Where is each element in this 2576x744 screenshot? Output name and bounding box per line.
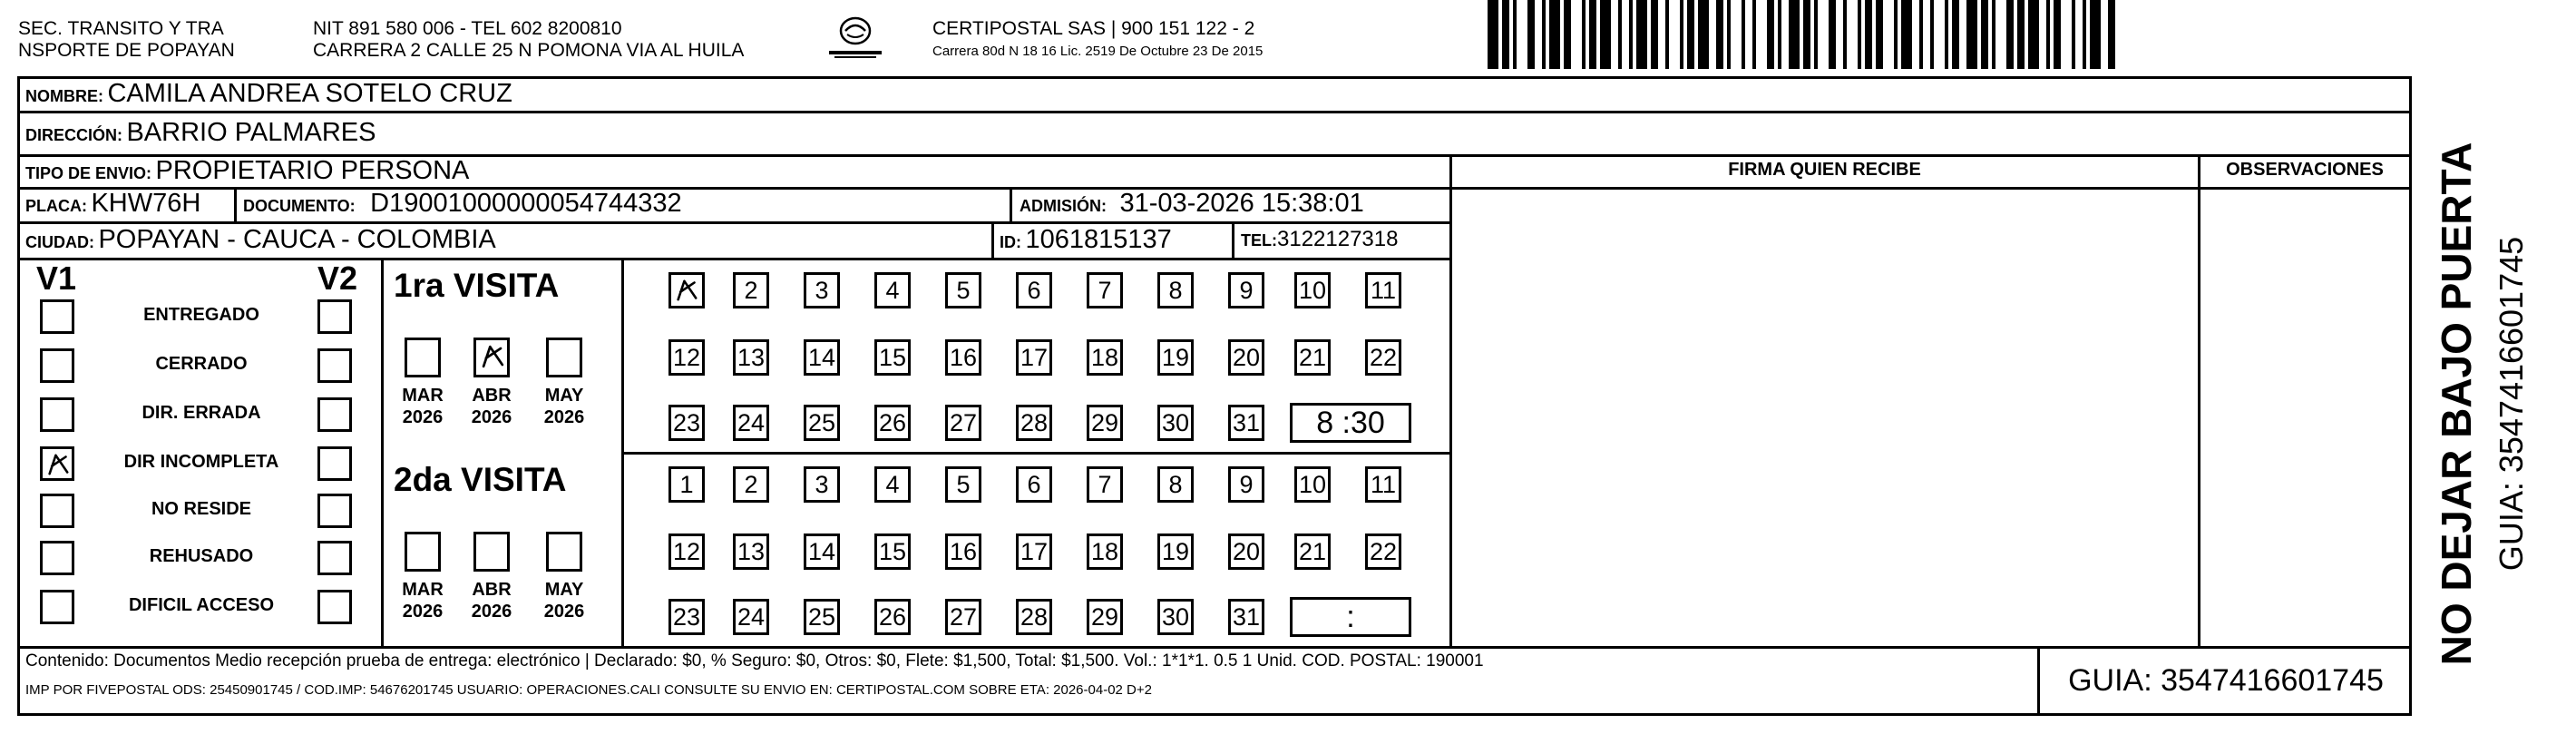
- barcode-bar: [2054, 0, 2061, 69]
- day-box[interactable]: 8: [1157, 272, 1194, 308]
- day-box[interactable]: 8: [1157, 466, 1194, 503]
- status-divider: [381, 258, 384, 646]
- month-checkbox[interactable]: [405, 532, 441, 572]
- month-label: MAY: [544, 580, 584, 600]
- v2-label: V2: [317, 259, 358, 297]
- month-checkbox[interactable]: [546, 532, 582, 572]
- day-box[interactable]: 31: [1228, 405, 1264, 441]
- barcode-bar: [2090, 0, 2101, 69]
- month-label: MAY: [544, 386, 584, 406]
- day-box[interactable]: 1: [668, 466, 705, 503]
- day-box[interactable]: 5: [945, 466, 981, 503]
- barcode-bar: [1992, 0, 1995, 69]
- handwritten-check-icon: [43, 449, 73, 480]
- month-year: 2026: [402, 602, 444, 622]
- shipment-type-row: [25, 156, 469, 186]
- day-box[interactable]: 15: [874, 339, 911, 376]
- barcode-bar: [1698, 0, 1709, 69]
- day-box[interactable]: 26: [874, 405, 911, 441]
- barcode-bar: [1687, 0, 1694, 69]
- barcode-bar: [1589, 0, 1596, 69]
- day-box[interactable]: 9: [1228, 466, 1264, 503]
- day-box[interactable]: 25: [804, 599, 840, 635]
- barcode-bar: [1894, 0, 1898, 69]
- barcode-bar: [1966, 0, 1977, 69]
- barcode-bar: [2072, 0, 2075, 69]
- status-label: REHUSADO: [149, 546, 254, 566]
- barcode-bar: [1727, 0, 1731, 69]
- status-v2-checkbox[interactable]: [317, 541, 352, 575]
- plate-value: KHW76H: [91, 189, 201, 218]
- barcode-bar: [1876, 0, 1883, 69]
- day-box[interactable]: 7: [1087, 466, 1123, 503]
- status-v1-checkbox[interactable]: [40, 541, 74, 575]
- handwritten-check-icon: [476, 340, 509, 373]
- document-value: D19001000000054744332: [370, 189, 682, 218]
- barcode-bar: [1600, 0, 1611, 69]
- day-box[interactable]: 3: [804, 272, 840, 308]
- cell-divider: [234, 187, 237, 221]
- visit-title: 2da VISITA: [394, 461, 567, 498]
- observations-header: OBSERVACIONES: [2226, 160, 2384, 180]
- day-box[interactable]: 23: [668, 405, 705, 441]
- day-box[interactable]: 2: [733, 466, 769, 503]
- day-box[interactable]: 19: [1157, 534, 1194, 570]
- side-warning: NO DEJAR BAJO PUERTA: [2433, 142, 2480, 666]
- day-box[interactable]: 29: [1087, 599, 1123, 635]
- barcode-bar: [1930, 0, 1934, 69]
- barcode-bar: [1564, 0, 1571, 69]
- city-cell: [25, 225, 496, 255]
- visit-time-box[interactable]: 8 :30: [1290, 403, 1411, 443]
- month-checkbox[interactable]: [473, 532, 510, 572]
- status-v1-checkbox[interactable]: [40, 590, 74, 624]
- day-box[interactable]: 14: [804, 534, 840, 570]
- day-box[interactable]: 4: [874, 272, 911, 308]
- admission-label: ADMISIÓN:: [1020, 197, 1107, 215]
- day-box[interactable]: 30: [1157, 599, 1194, 635]
- side-guide: GUIA: 3547416601745: [2493, 236, 2530, 572]
- barcode-bar: [1803, 0, 1810, 69]
- day-box[interactable]: 31: [1228, 599, 1264, 635]
- status-v2-checkbox[interactable]: [317, 446, 352, 481]
- status-v2-checkbox[interactable]: [317, 397, 352, 432]
- month-label: MAR: [402, 580, 444, 600]
- month-year: 2026: [471, 602, 512, 622]
- status-label: DIFICIL ACCESO: [128, 595, 274, 615]
- barcode-bar: [2083, 0, 2086, 69]
- cell-divider: [1232, 221, 1234, 258]
- certipostal-logo-icon: [824, 13, 887, 64]
- tel-cell: [1241, 227, 1398, 252]
- barcode-bar: [1680, 0, 1683, 69]
- document-cell: [243, 189, 682, 219]
- month-checkbox[interactable]: [473, 338, 510, 377]
- barcode-bar: [2017, 0, 2025, 69]
- status-v2-checkbox[interactable]: [317, 348, 352, 383]
- day-box[interactable]: 16: [945, 339, 981, 376]
- status-v2-checkbox[interactable]: [317, 494, 352, 528]
- barcode-bar: [1549, 0, 1560, 69]
- day-box[interactable]: 2: [733, 272, 769, 308]
- day-box[interactable]: 13: [733, 534, 769, 570]
- barcode-bar: [1582, 0, 1586, 69]
- month-label: MAR: [402, 386, 444, 406]
- day-box[interactable]: 25: [804, 405, 840, 441]
- id-label: ID:: [1000, 233, 1021, 251]
- barcode-bar: [1945, 0, 1948, 69]
- day-box[interactable]: 14: [804, 339, 840, 376]
- status-v1-checkbox[interactable]: [40, 494, 74, 528]
- day-box[interactable]: 11: [1365, 272, 1401, 308]
- visit-title: 1ra VISITA: [394, 267, 560, 304]
- v1-label: V1: [36, 259, 77, 297]
- city-value: POPAYAN - CAUCA - COLOMBIA: [98, 225, 496, 254]
- sender-address: CARRERA 2 CALLE 25 N POMONA VIA AL HUILA: [313, 40, 745, 61]
- barcode-bar: [1865, 0, 1872, 69]
- address-row: [25, 118, 376, 148]
- day-box[interactable]: 12: [668, 339, 705, 376]
- status-v2-checkbox[interactable]: [317, 299, 352, 334]
- day-box[interactable]: 23: [668, 599, 705, 635]
- day-box[interactable]: 20: [1228, 534, 1264, 570]
- day-box[interactable]: 15: [874, 534, 911, 570]
- document-label: DOCUMENTO:: [243, 197, 356, 215]
- company-license: Carrera 80d N 18 16 Lic. 2519 De Octubre 23 De 2015: [932, 44, 1264, 59]
- barcode-bar: [1527, 0, 1535, 69]
- day-box[interactable]: 19: [1157, 339, 1194, 376]
- cell-divider: [991, 221, 994, 258]
- day-box[interactable]: 13: [733, 339, 769, 376]
- day-box[interactable]: 22: [1365, 339, 1401, 376]
- day-box[interactable]: 10: [1294, 272, 1331, 308]
- signature-header: FIRMA QUIEN RECIBE: [1728, 160, 1921, 180]
- address-label: DIRECCIÓN:: [25, 126, 122, 144]
- barcode-bar: [1843, 0, 1847, 69]
- day-box[interactable]: 16: [945, 534, 981, 570]
- barcode-bar: [1651, 0, 1658, 69]
- day-box[interactable]: 10: [1294, 466, 1331, 503]
- barcode-bar: [2108, 0, 2115, 69]
- day-box[interactable]: 28: [1016, 599, 1052, 635]
- shipment-type: PROPIETARIO PERSONA: [155, 156, 470, 185]
- side-panel: [2413, 91, 2576, 717]
- barcode-bar: [1513, 0, 1517, 69]
- status-label: CERRADO: [155, 354, 248, 374]
- day-box[interactable]: 26: [874, 599, 911, 635]
- cell-divider: [1010, 187, 1012, 221]
- city-label: CIUDAD:: [25, 233, 94, 251]
- day-box[interactable]: 27: [945, 405, 981, 441]
- tel-value: 3122127318: [1277, 227, 1399, 251]
- day-box[interactable]: 24: [733, 405, 769, 441]
- signature-area[interactable]: [1452, 190, 2198, 646]
- row-divider: [17, 258, 1452, 260]
- day-box[interactable]: 28: [1016, 405, 1052, 441]
- day-box[interactable]: 18: [1087, 339, 1123, 376]
- month-checkbox[interactable]: [546, 338, 582, 377]
- sender-name-line1: SEC. TRANSITO Y TRA: [18, 18, 224, 39]
- barcode-bar: [1858, 0, 1861, 69]
- row-divider: [17, 111, 2412, 113]
- day-box[interactable]: 24: [733, 599, 769, 635]
- name-label: NOMBRE:: [25, 87, 103, 105]
- visit-time-box[interactable]: :: [1290, 597, 1411, 637]
- recipient-address: BARRIO PALMARES: [126, 118, 376, 147]
- barcode-bar: [1752, 0, 1756, 69]
- id-value: 1061815137: [1025, 225, 1172, 254]
- month-checkbox[interactable]: [405, 338, 441, 377]
- row-divider: [17, 221, 1452, 224]
- admission-cell: [1020, 189, 1364, 219]
- month-year: 2026: [543, 407, 585, 427]
- month-year: 2026: [543, 602, 585, 622]
- status-v2-checkbox[interactable]: [317, 590, 352, 624]
- barcode-bar: [1665, 0, 1669, 69]
- sender-name-line2: NSPORTE DE POPAYAN: [18, 40, 235, 61]
- plate-cell: [25, 189, 200, 219]
- month-year: 2026: [402, 407, 444, 427]
- footer-guide: GUIA: 3547416601745: [2068, 663, 2384, 698]
- content-line: Contenido: Documentos Medio recepción prueba de entrega: electrónico | Declarado: $0, % Seguro: $0, Otros: $0, Flete: $1,500, Total: $1,500. Vol.: 1*1*1. 0.5 1 Unid. COD. POSTAL: 190001: [25, 651, 1484, 671]
- day-box[interactable]: 17: [1016, 339, 1052, 376]
- barcode-bar: [1778, 0, 1781, 69]
- month-year: 2026: [471, 407, 512, 427]
- barcode-bar: [1789, 0, 1800, 69]
- day-box[interactable]: 21: [1294, 534, 1331, 570]
- barcode-bar: [1629, 0, 1633, 69]
- admission-value: 31-03-2026 15:38:01: [1119, 189, 1364, 218]
- barcode-bar: [1542, 0, 1546, 69]
- barcode-bar: [1919, 0, 1923, 69]
- barcode-bar: [2028, 0, 2039, 69]
- barcode-bar: [1767, 0, 1774, 69]
- barcode-bar: [1716, 0, 1723, 69]
- day-box[interactable]: 17: [1016, 534, 1052, 570]
- day-box[interactable]: 27: [945, 599, 981, 635]
- day-box[interactable]: 4: [874, 466, 911, 503]
- company-name: CERTIPOSTAL SAS | 900 151 122 - 2: [932, 18, 1255, 39]
- day-box[interactable]: 21: [1294, 339, 1331, 376]
- barcode-bar: [1952, 0, 1959, 69]
- day-box[interactable]: [668, 272, 705, 308]
- barcode-bar: [1742, 0, 1745, 69]
- day-box[interactable]: 6: [1016, 272, 1052, 308]
- tel-label: TEL:: [1241, 231, 1277, 250]
- barcode-bar: [1618, 0, 1622, 69]
- day-box[interactable]: 30: [1157, 405, 1194, 441]
- status-label: DIR. ERRADA: [141, 403, 261, 423]
- month-label: ABR: [472, 580, 512, 600]
- visit-divider: [621, 452, 1452, 455]
- status-v1-checkbox[interactable]: [40, 299, 74, 334]
- print-line: IMP POR FIVEPOSTAL ODS: 25450901745 / COD.IMP: 54676201745 USUARIO: OPERACIONES.CALI CONSULTE SU ENVIO EN: CERTIPOSTAL.COM SOBRE ETA: 2026-04-02 D+2: [25, 682, 1152, 698]
- barcode-bar: [1829, 0, 1836, 69]
- barcode-bar: [1636, 0, 1647, 69]
- status-label: DIR INCOMPLETA: [123, 452, 279, 472]
- barcode-bar: [1814, 0, 1818, 69]
- day-box[interactable]: 9: [1228, 272, 1264, 308]
- day-box[interactable]: 5: [945, 272, 981, 308]
- month-label: ABR: [472, 386, 512, 406]
- name-row: [25, 79, 512, 109]
- sender-nit: NIT 891 580 006 - TEL 602 8200810: [313, 18, 622, 39]
- shipment-type-label: TIPO DE ENVIO:: [25, 164, 152, 182]
- status-v1-checkbox[interactable]: [40, 348, 74, 383]
- day-box[interactable]: 11: [1365, 466, 1401, 503]
- status-v1-checkbox[interactable]: [40, 397, 74, 432]
- day-box[interactable]: 3: [804, 466, 840, 503]
- barcode-bar: [1502, 0, 1509, 69]
- day-box[interactable]: 29: [1087, 405, 1123, 441]
- plate-label: PLACA:: [25, 197, 87, 215]
- barcode-bar: [2046, 0, 2050, 69]
- barcode-bar: [1901, 0, 1912, 69]
- status-label: NO RESIDE: [151, 499, 252, 519]
- day-box[interactable]: 22: [1365, 534, 1401, 570]
- handwritten-check-icon: [671, 275, 702, 306]
- day-box[interactable]: 6: [1016, 466, 1052, 503]
- status-v1-checkbox[interactable]: [40, 446, 74, 481]
- barcode-bar: [1488, 0, 1498, 69]
- day-box[interactable]: 20: [1228, 339, 1264, 376]
- day-box[interactable]: 12: [668, 534, 705, 570]
- status-label: ENTREGADO: [143, 305, 259, 325]
- observations-area[interactable]: [2200, 190, 2409, 646]
- barcode-icon: [1488, 0, 2186, 69]
- day-box[interactable]: 18: [1087, 534, 1123, 570]
- visit-divider-vertical: [621, 258, 624, 646]
- day-box[interactable]: 7: [1087, 272, 1123, 308]
- id-cell: [1000, 225, 1172, 255]
- barcode-bar: [1981, 0, 1988, 69]
- barcode-bar: [2006, 0, 2014, 69]
- recipient-name: CAMILA ANDREA SOTELO CRUZ: [107, 79, 512, 108]
